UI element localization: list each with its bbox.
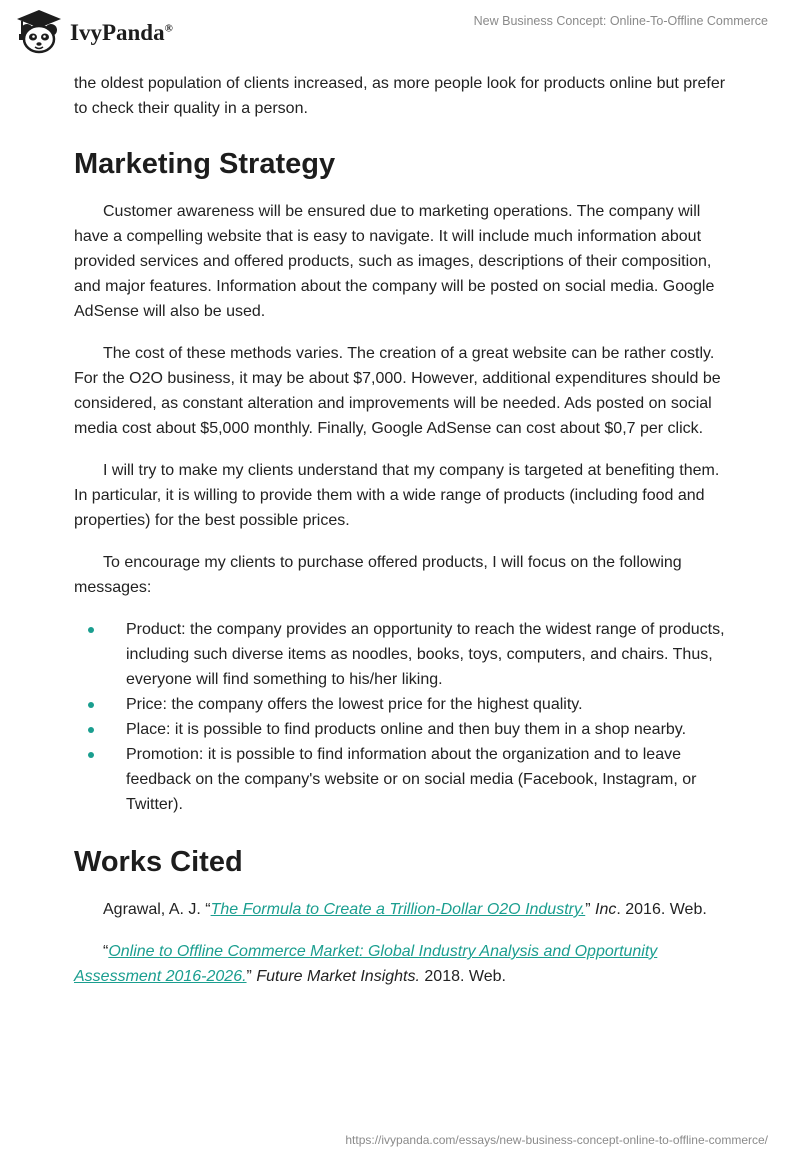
citation-suffix: 2018. Web.: [419, 968, 506, 985]
citation-agrawal: [74, 897, 730, 922]
list-item-text: Place: it is possible to find products online and then buy them in a shop nearby.: [126, 721, 687, 738]
citation-source: Inc: [595, 901, 617, 918]
bullet-dot-icon: [88, 702, 94, 708]
citation-link[interactable]: Online to Offline Commerce Market: Global Industry Analysis and Opportunity Assessment 2016-2026.: [74, 943, 658, 985]
panda-graduate-logo-icon: [14, 8, 64, 54]
list-item-text: Price: the company offers the lowest price for the highest quality.: [126, 696, 583, 713]
essay-content: [74, 71, 730, 1006]
citation-suffix: . 2016. Web.: [616, 901, 707, 918]
bullet-dot-icon: [88, 752, 94, 758]
brand-name: IvyPanda®: [70, 20, 173, 45]
citation-prefix: Agrawal, A. J. “: [103, 901, 211, 918]
list-item: [74, 692, 730, 717]
marketing-strategy-heading: Marketing Strategy: [74, 148, 336, 180]
paragraph-benefit: I will try to make my clients understand that my company is targeted at benefiting them. In particular, it is willing to provide them with a wide range of products (including food and properties) for the best possible prices.: [74, 462, 720, 529]
bullet-dot-icon: [88, 727, 94, 733]
citation-link[interactable]: The Formula to Create a Trillion-Dollar O2O Industry.: [210, 901, 586, 918]
footer-url[interactable]: https://ivypanda.com/essays/new-business-concept-online-to-offline-commerce/: [345, 1133, 768, 1147]
list-item: [74, 717, 730, 742]
list-item-text: Promotion: it is possible to find information about the organization and to leave feedback on the company's website or on social media (Facebook, Instagram, or Twitter).: [126, 746, 697, 813]
bullet-dot-icon: [88, 627, 94, 633]
paragraph-messages: To encourage my clients to purchase offered products, I will focus on the following messages:: [74, 554, 682, 596]
citation-quote-close: ”: [585, 901, 596, 918]
works-cited-heading: Works Cited: [74, 846, 243, 878]
paragraph-cost: The cost of these methods varies. The creation of a great website can be rather costly. For the O2O business, it may be about $7,000. However, additional expenditures should be considered, as constant alteration and improvements will be needed. Ads posted on social media cost about $5,000 monthly. Finally, Google AdSense can cost about $0,7 per click.: [74, 345, 721, 437]
logo[interactable]: [14, 8, 173, 54]
list-item: [74, 617, 730, 692]
paragraph-awareness: Customer awareness will be ensured due to marketing operations. The company will have a compelling website that is easy to navigate. It will include much information about provided services and offered products, such as images, descriptions of their composition, and major features. Information about the company will be posted on social media. Google AdSense will also be used.: [74, 203, 715, 320]
header-page-title: New Business Concept: Online-To-Offline Commerce: [473, 14, 768, 28]
citation-source: Future Market Insights.: [256, 968, 420, 985]
list-item: [74, 742, 730, 817]
citation-prefix: “: [103, 943, 109, 960]
intro-continuation: the oldest population of clients increased, as more people look for products online but prefer to check their quality in a person.: [74, 75, 726, 117]
messages-list: [74, 617, 730, 817]
citation-quote-close: ”: [246, 968, 257, 985]
page-header: [0, 0, 800, 60]
citation-future-market: [74, 939, 730, 989]
list-item-text: Product: the company provides an opportunity to reach the widest range of products, including such diverse items as noodles, books, toys, computers, and chairs. Thus, everyone will find something to his/her liking.: [126, 621, 725, 688]
